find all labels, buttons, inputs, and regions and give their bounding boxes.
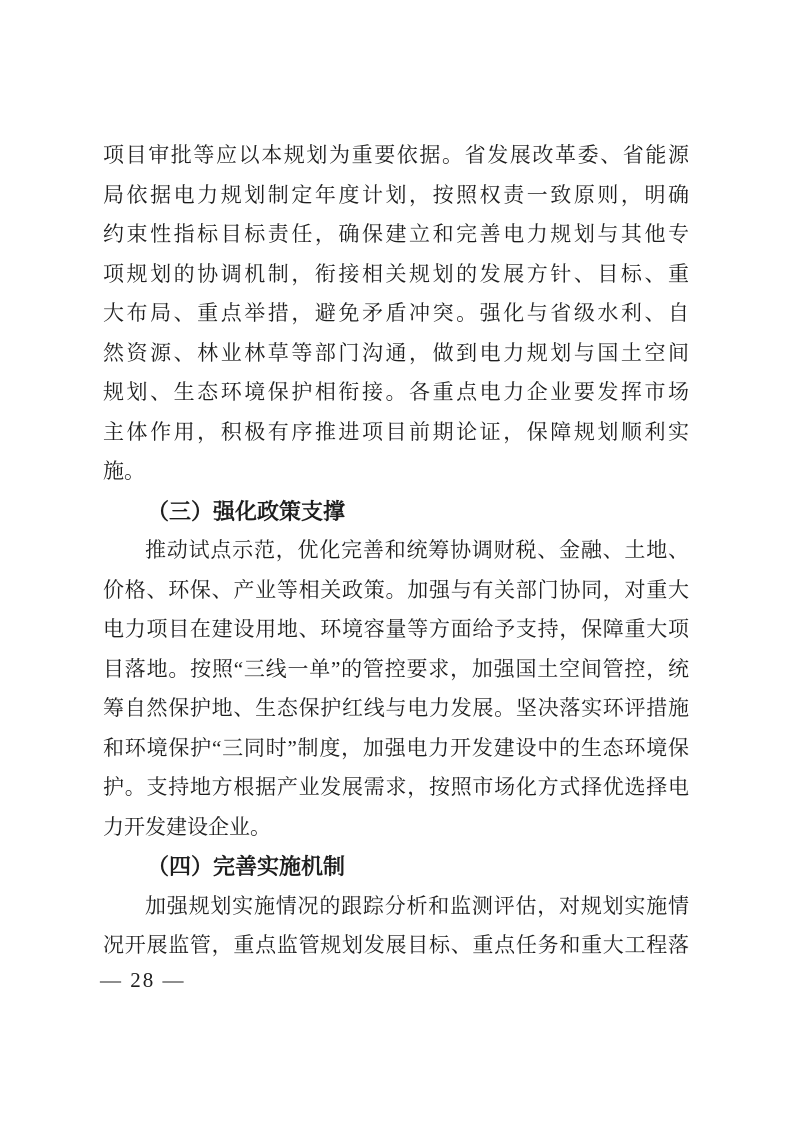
body-line: 筹自然保护地、生态保护红线与电力发展。坚决落实环评措施: [103, 696, 689, 720]
body-line: 况开展监管，重点监管规划发展目标、重点任务和重大工程落: [103, 933, 689, 957]
body-line: 大布局、重点举措，避免矛盾冲突。强化与省级水利、自: [103, 301, 689, 325]
body-line: 电力项目在建设用地、环境容量等方面给予支持，保障重大项: [103, 617, 689, 641]
body-line: 和环境保护“三同时”制度，加强电力开发建设中的生态环境保: [103, 735, 689, 760]
body-line: 项目审批等应以本规划为重要依据。省发展改革委、省能源: [103, 143, 689, 167]
body-line: 护。支持地方根据产业发展需求，按照市场化方式择优选择电: [103, 775, 689, 799]
body-line: 主体作用，积极有序推进项目前期论证，保障规划顺利实: [103, 419, 689, 444]
body-line: 约束性指标目标责任，确保建立和完善电力规划与其他专: [103, 222, 689, 246]
body-line: 规划、生态环境保护相衔接。各重点电力企业要发挥市场: [103, 380, 689, 404]
body-line: 项规划的协调机制，衔接相关规划的发展方针、目标、重: [103, 261, 689, 286]
body-line: 目落地。按照“三线一单”的管控要求，加强国土空间管控，统: [103, 656, 689, 681]
body-line: 施。: [103, 459, 145, 483]
page-content: [103, 136, 689, 966]
body-line: 推动试点示范，优化完善和统筹协调财税、金融、土地、: [145, 538, 689, 562]
body-line: 然资源、林业林草等部门沟通，做到电力规划与国土空间: [103, 340, 689, 365]
body-line: 加强规划实施情况的跟踪分析和监测评估，对规划实施情: [145, 893, 689, 918]
section-heading-3: （三）强化政策支撑: [147, 498, 346, 524]
section-heading-4: （四）完善实施机制: [147, 854, 346, 879]
body-line: 价格、环保、产业等相关政策。加强与有关部门协同，对重大: [103, 577, 689, 602]
body-line: 局依据电力规划制定年度计划，按照权责一致原则，明确: [103, 182, 689, 207]
page-number: — 28 —: [100, 968, 186, 992]
body-line: 力开发建设企业。: [103, 814, 271, 839]
